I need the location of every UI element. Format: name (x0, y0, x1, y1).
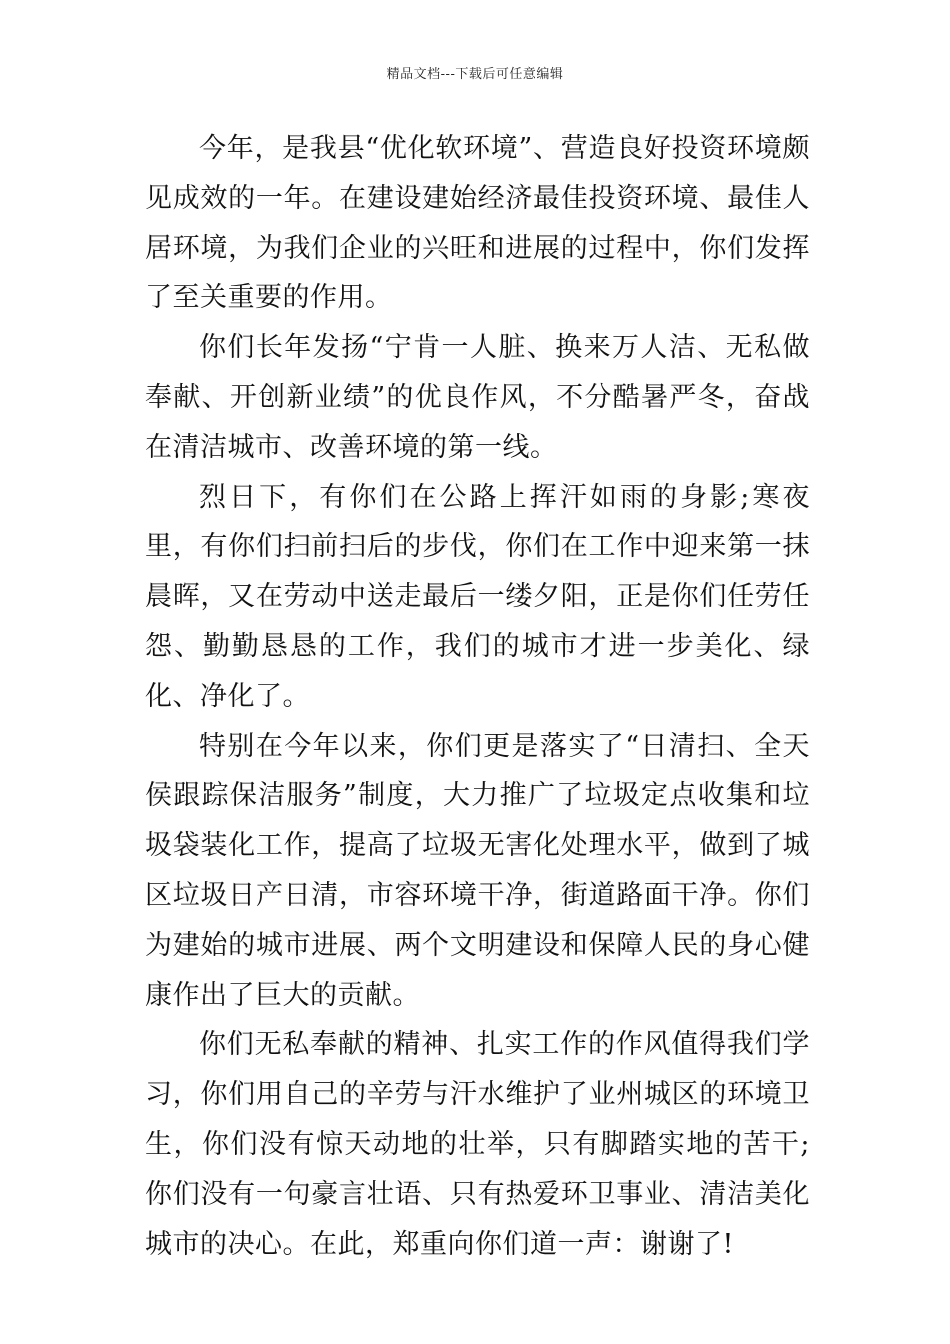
paragraph-1: 今年，是我县“优化软环境”、营造良好投资环境颇见成效的一年。在建设建始经济最佳投资环境、最佳人居环境，为我们企业的兴旺和进展的过程中，你们发挥了至关重要的作用。 (145, 133, 810, 314)
paragraph-2: 你们长年发扬“宁肯一人脏、换来万人洁、无私做奉献、开创新业绩”的优良作风，不分酷暑严冬，奋战在清洁城市、改善环境的第一线。 (145, 332, 810, 463)
paragraph-5: 你们无私奉献的精神、扎实工作的作风值得我们学习，你们用自己的辛劳与汗水维护了业州城区的环境卫生，你们没有惊天动地的壮举，只有脚踏实地的苦干;你们没有一句豪言壮语、只有热爱环卫事业、清洁美化城市的决心。在此，郑重向你们道一声：谢谢了! (145, 1029, 810, 1260)
page-header: 精品文档---下载后可任意编辑 (386, 67, 564, 82)
paragraph-3: 烈日下，有你们在公路上挥汗如雨的身影;寒夜里，有你们扫前扫后的步伐，你们在工作中迎来第一抹晨晖，又在劳动中送走最后一缕夕阳，正是你们任劳任怨、勤勤恳恳的工作，我们的城市才进一步美化、绿化、净化了。 (145, 481, 810, 712)
document-body (145, 124, 810, 1269)
paragraph-4: 特别在今年以来，你们更是落实了“日清扫、全天侯跟踪保洁服务”制度，大力推广了垃圾定点收集和垃圾袋装化工作，提高了垃圾无害化处理水平，做到了城区垃圾日产日清，市容环境干净，街道路面干净。你们为建始的城市进展、两个文明建设和保障人民的身心健康作出了巨大的贡献。 (145, 730, 810, 1011)
